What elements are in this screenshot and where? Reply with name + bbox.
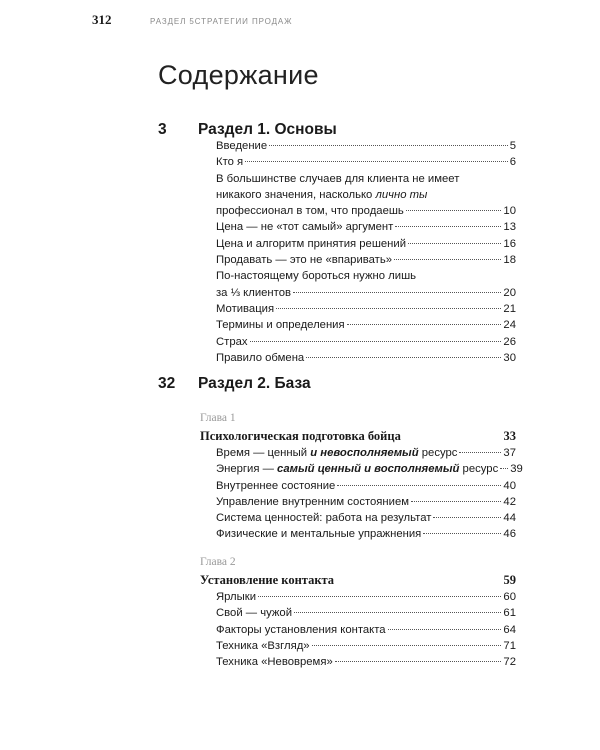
chapter-1-label: Глава 1 (200, 412, 236, 424)
section-1-title: Раздел 1. Основы (198, 121, 337, 138)
toc-entry[interactable]: Энергия — самый ценный и восполняемый ресурс 39 (216, 463, 523, 476)
chapter-2-label: Глава 2 (200, 556, 236, 568)
toc-entry[interactable]: Страх 26 (216, 335, 516, 348)
toc-entry[interactable]: Правило обмена 30 (216, 351, 516, 364)
toc-entry[interactable]: Управление внутренним состоянием 42 (216, 495, 516, 508)
toc-entry[interactable]: Ярлыки 60 (216, 591, 516, 603)
toc-entry-line: В большинстве случаев для клиента не имеет (216, 172, 460, 185)
toc-entry[interactable]: Факторы установления контакта 64 (216, 623, 516, 636)
chapter-1 (200, 412, 523, 545)
toc-entry[interactable]: Цена и алгоритм принятия решений 16 (216, 237, 516, 250)
toc-entry[interactable]: Кто я 6 (216, 156, 516, 169)
toc-entry[interactable]: Введение 5 (216, 140, 516, 152)
section-2-heading (158, 375, 311, 393)
toc-entry[interactable]: Мотивация 21 (216, 302, 516, 315)
toc-entry[interactable]: Система ценностей: работа на результат 44 (216, 512, 516, 525)
toc-entry[interactable]: Время — ценный и невосполняемый ресурс 37 (216, 447, 516, 459)
section-2-title: Раздел 2. База (198, 375, 311, 392)
toc-entry[interactable]: за ⅓ клиентов 20 (216, 286, 516, 299)
section-1-entries (216, 140, 516, 368)
chapter-2-title[interactable]: Установление контакта 59 (200, 573, 516, 587)
section-1-page: 3 (158, 121, 167, 138)
toc-entry-line: никакого значения, насколько лично ты (216, 188, 428, 201)
toc-entry[interactable]: Техника «Невовремя» 72 (216, 656, 516, 669)
toc-entry[interactable]: Цена — не «тот самый» аргумент 13 (216, 221, 516, 234)
running-title: РАЗДЕЛ 5СТРАТЕГИИ ПРОДАЖ (150, 17, 293, 26)
chapter-2 (200, 556, 516, 672)
toc-entry[interactable]: Термины и определения 24 (216, 319, 516, 332)
toc-entry[interactable]: Техника «Взгляд» 71 (216, 639, 516, 652)
toc-entry[interactable]: профессионал в том, что продаешь 10 (216, 205, 516, 218)
toc-entry[interactable]: Свой — чужой 61 (216, 607, 516, 620)
header-page-number: 312 (92, 12, 112, 27)
toc-entry[interactable]: Продавать — это не «впаривать» 18 (216, 254, 516, 267)
page-header (92, 12, 292, 28)
toc-entry[interactable]: Внутреннее состояние 40 (216, 479, 516, 492)
section-1-heading (158, 121, 337, 139)
page-title: Содержание (158, 60, 319, 90)
toc-entry[interactable]: Физические и ментальные упражнения 46 (216, 528, 516, 541)
toc-entry-line: По-настоящему бороться нужно лишь (216, 270, 417, 283)
chapter-1-title[interactable]: Психологическая подготовка бойца 33 (200, 429, 516, 443)
section-2-page: 32 (158, 375, 176, 392)
